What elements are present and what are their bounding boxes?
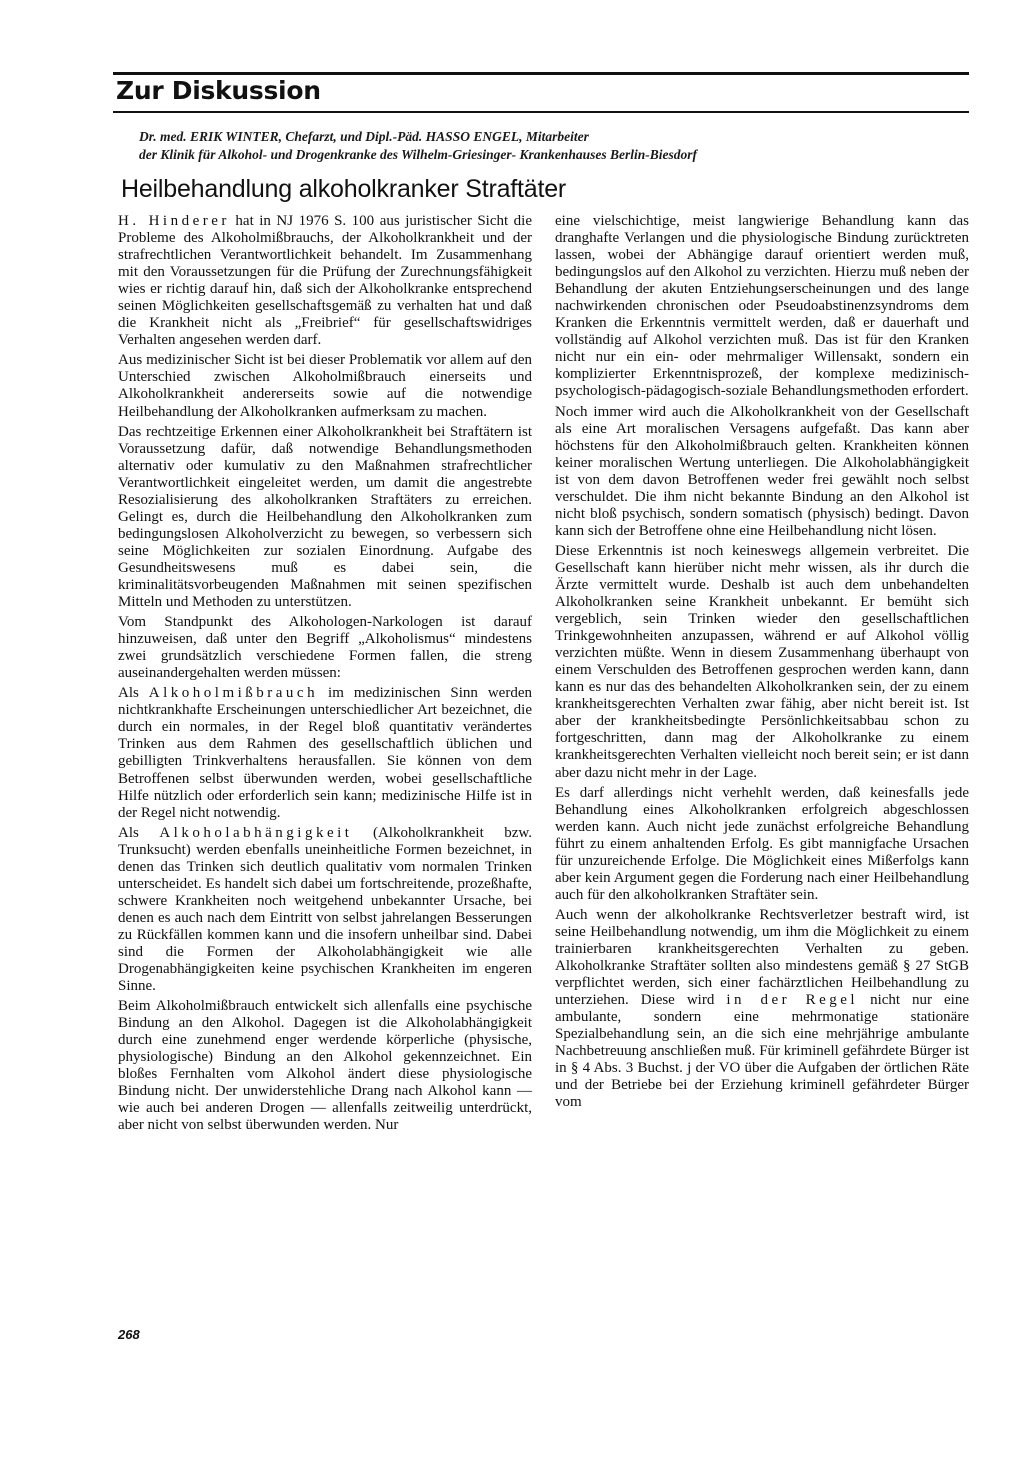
section-heading: Zur Diskussion: [116, 76, 321, 105]
paragraph-lead: Als: [118, 824, 160, 841]
author-line-1: Dr. med. ERIK WINTER, Chefarzt, und Dipl.-Päd. HASSO ENGEL, Mitarbeiter: [139, 129, 589, 144]
paragraph-text: nicht nur eine ambulante, sondern eine mehrmonatige stationäre Spezialbehandlung sein, an die sich eine mehrjährige ambulante Nachbetreuung anschließen muß. Für kriminell gefährdete Bürger ist in § 4 Abs. 3 Buchst. j der VO über die Aufgaben der örtlichen Räte und der Betriebe bei der Erziehung kriminell gefährdeter Bürger vom: [555, 992, 970, 1111]
page-number: 268: [118, 1327, 140, 1342]
paragraph-lead: Als: [118, 685, 149, 702]
defined-term: Alkoholmißbrauch: [148, 685, 319, 702]
author-line-2: der Klinik für Alkohol- und Drogenkranke des Wilhelm-Griesinger- Krankenhauses Berlin-Biesdorf: [139, 147, 697, 162]
left-column: [118, 213, 532, 1137]
paragraph: [118, 825, 532, 995]
paragraph: Aus medizinischer Sicht ist bei dieser Problematik vor allem auf den Unterschied zwischen Alkoholmißbrauch einerseits und Alkoholkrankheit andererseits sowie auf die notwendige Heilbehandlung der Alkoholkranken aufmerksam zu machen.: [118, 352, 532, 420]
paragraph: Noch immer wird auch die Alkoholkrankheit von der Gesellschaft als eine Art moralischen Versagens aufgefaßt. Das kann aber höchstens für den Alkoholmißbrauch gelten. Krankheiten können keiner moralischen Wertung unterliegen. Die Alkoholabhängigkeit ist von dem davon Betroffenen weder frei gewählt noch selbst verschuldet. Die ihm nicht bekannte Bindung an den Alkohol ist nicht bloß psychisch, sondern somatisch (physisch) bedingt. Davon kann sich der Betroffene ohne eine Heilbehandlung nicht lösen.: [555, 403, 969, 539]
paragraph-text: (Alkoholkrankheit bzw. Trunksucht) werden ebenfalls uneinheitliche Formen bezeichnet, in denen das Trinken sich deutlich qualitativ vom normalen Trinken unterscheidet. Es handelt sich dabei um fortschreitende, prozeßhafte, schwere Krankheiten noch weitgehend unbekannter Ursache, bei denen es auch nach dem Eintritt von selbst jahrelangen Besserungen zu Rückfällen kommen kann und die insofern unheilbar sind. Dabei sind die Formen der Alkoholabhängigkeit wie alle Drogenabhängigkeiten keine psychischen Krankheiten im engeren Sinne.: [118, 824, 532, 995]
author-reference: H. Hinderer: [118, 213, 230, 229]
paragraph: Vom Standpunkt des Alkohologen-Narkologen ist darauf hinzuweisen, daß unter den Begriff „Alkoholismus“ mindestens zwei grundsätzlich verschiedene Formen fallen, die streng auseinandergehalten werden müssen:: [118, 614, 532, 682]
author-line: [139, 128, 969, 164]
emphasized-phrase: in der Regel: [726, 992, 859, 1009]
paragraph-text: hat in NJ 1976 S. 100 aus juristischer Sicht die Probleme des Alkoholmißbrauchs, der Alkoholkrankheit und der strafrechtlichen Verantwortlichkeit behandelt. Im Zusammenhang mit den Voraussetzungen für die Prüfung der Zurechnungsfähigkeit wies er richtig darauf hin, daß sich der Alkoholkranke entsprechend seinen Möglichkeiten gesellschaftsgemäß zu verhalten hat und daß die Krankheit nicht als „Freibrief“ für gesellschaftswidriges Verhalten angesehen werden darf.: [118, 213, 533, 349]
paragraph: Diese Erkenntnis ist noch keineswegs allgemein verbreitet. Die Gesellschaft kann hierüber nicht mehr wissen, als ihr durch die Ärzte vermittelt wurde. Deshalb ist auch dem unbehandelten Alkoholkranken seine Krankheit unbekannt. Er bemüht sich vergeblich, sein Trinken wieder den gesellschaftlichen Trinkgewohnheiten anzupassen, während er auf Alkohol völlig verzichten müßte. Wenn in diesem Zusammenhang überhaupt von einem Verschulden des Betroffenen gesprochen werden kann, dann kann es nur das des behandelten Alkoholkranken sein, der zu einem krankheitsgerechten Verhalten zwar fähig, aber nicht bereit ist. Ist aber der krankheitsbedingte Persönlichkeitsabbau schon zu fortgeschritten, dann mag der Alkoholkranke zu einem krankheitsgerechten Verhalten vielleicht noch bereit sein; er ist dann aber dazu nicht mehr in der Lage.: [555, 542, 969, 781]
paragraph: [555, 907, 969, 1112]
heading-rule: [113, 111, 969, 113]
paragraph: Beim Alkoholmißbrauch entwickelt sich allenfalls eine psychische Bindung an den Alkohol. Dagegen ist die Alkoholabhängigkeit durch eine zunehmend enger werdende körperliche (physische, physiologische) Bindung an den Alkohol gekennzeichnet. Ein bloßes Fernhalten vom Alkohol ändert diese physiologische Bindung nicht. Der unwiderstehliche Drang nach Alkohol kann — wie auch bei anderen Drogen — allenfalls zeitweilig unterdrückt, aber nicht von selbst überwunden werden. Nur: [118, 998, 532, 1134]
defined-term: Alkoholabhängigkeit: [159, 824, 353, 841]
paragraph-text: im medizinischen Sinn werden nichtkrankhafte Erscheinungen unterschiedlicher Art bezeichnet, die durch ein normales, in der Regel bloß quantitativ verändertes Trinken aus dem Rahmen des gesellschaftlich üblichen und gebilligten Trinkverhaltens herausfallen. Sie können von dem Betroffenen selbst überwunden werden, wobei gesellschaftliche Hilfe nützlich oder erforderlich sein kann; medizinische Hilfe ist in der Regel nicht notwendig.: [118, 685, 532, 821]
paragraph: eine vielschichtige, meist langwierige Behandlung kann das dranghafte Verlangen und die physiologische Bindung zurücktreten lassen, wobei der Abhängige darauf orientiert werden muß, bedingungslos auf den Alkohol zu verzichten. Hierzu muß neben der Behandlung der akuten Entziehungserscheinungen und des lange nachwirkenden chronischen oder Pseudoabstinenzsyndroms dem Kranken die Erkenntnis vermittelt werden, daß er dauerhaft und vollständig auf Alkohol verzichten muß. Das ist für den Kranken nicht nur ein ein- oder mehrmaliger Willensakt, sondern ein komplizierter Erkenntnisprozeß, der komplexe medizinisch-psychologisch-pädagogisch-soziale Behandlungsmethoden erfordert.: [555, 213, 969, 400]
paragraph: Das rechtzeitige Erkennen einer Alkoholkrankheit bei Straftätern ist Voraussetzung dafür, daß notwendige Behandlungsmethoden alternativ oder kumulativ zu den Maßnahmen strafrechtlicher Verantwortlichkeit eingeleitet werden, um damit die angestrebte Resozialisierung des alkoholkranken Straftäters zu erreichen. Gelingt es, durch die Heilbehandlung den Alkoholkranken zum bedingungslosen Alkoholverzicht zu bewegen, so verbessern sich seine Möglichkeiten zur sozialen Einordnung. Aufgabe des Gesundheitswesens muß es dabei sein, die kriminalitätsvorbeugenden Maßnahmen mit seinen spezifischen Mitteln und Methoden zu unterstützen.: [118, 423, 532, 611]
paragraph-text: Auch wenn der alkoholkranke Rechtsverletzer bestraft wird, ist seine Heilbehandlung notwendig, um ihm die Möglichkeit zu einem trainierbaren krankheitsgerechten Verhalten zu geben. Alkoholkranke Straftäter sollten also mindestens gemäß § 27 StGB verpflichtet werden, sich einer fachärztlichen Heilbehandlung zu unterziehen. Diese wird: [555, 906, 969, 1009]
article-title: Heilbehandlung alkoholkranker Straftäter: [121, 175, 567, 203]
right-column: [555, 213, 969, 1114]
paragraph: [118, 213, 532, 349]
paragraph: Es darf allerdings nicht verhehlt werden, daß keinesfalls jede Behandlung eines Alkoholkranken erfolgreich abgeschlossen werden kann. Auch nicht jede zunächst erfolgreiche Behandlung führt zu einem anhaltenden Erfolg. Es gibt mannigfache Ursachen für unzureichende Erfolge. Die Möglichkeit eines Mißerfolgs kann aber kein Argument gegen die Forderung nach einer Heilbehandlung auch für den alkoholkranken Straftäter sein.: [555, 784, 969, 903]
paragraph: [118, 685, 532, 821]
